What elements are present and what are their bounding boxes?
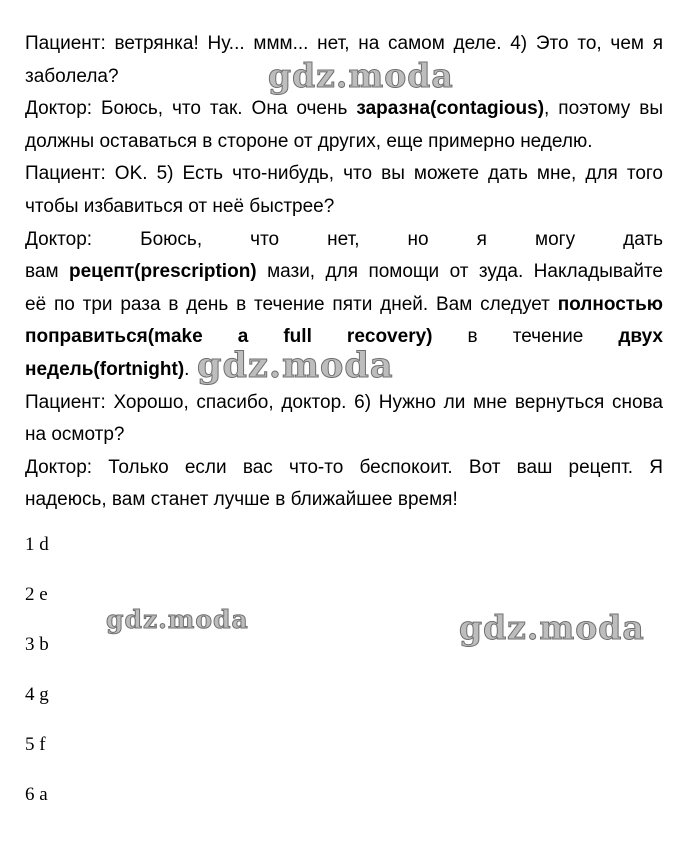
- patient-line-1: Пациент: ветрянка! Ну... ммм... нет, на самом деле. 4) Это то, чем я: [25, 33, 663, 54]
- watermark: gdz.moda: [106, 605, 249, 634]
- term-fortnight: недель(fortnight): [25, 358, 185, 380]
- answer-item: 2 e: [25, 584, 48, 605]
- term-prescription: рецепт(prescription): [68, 261, 257, 283]
- term-two: двух: [618, 326, 663, 348]
- answer-list: [25, 532, 49, 832]
- patient-line-3-cont: на осмотр?: [25, 424, 125, 446]
- doctor-line-3: Доктор: Только если вас что-то беспокоит. Вот ваш рецепт. Я: [25, 456, 663, 478]
- doctor-line-2-e: недель(fortnight).: [25, 358, 190, 380]
- patient-line-1-cont: заболела?: [25, 65, 119, 87]
- answer-item: 6 a: [25, 784, 48, 805]
- patient-line-2: Пациент: OK. 5) Есть что-нибудь, что вы можете дать мне, для того: [25, 163, 663, 185]
- watermark: gdz.moda: [459, 608, 645, 647]
- patient-line-2-cont: чтобы избавиться от неё быстрее?: [25, 195, 335, 217]
- doctor-line-2-c: её по три раза в день в течение пяти дней. Вам следует полностью: [25, 293, 663, 315]
- term-contagious: заразна(contagious): [356, 98, 545, 120]
- watermark: gdz.moda: [197, 345, 394, 386]
- term-fully: полностью: [557, 293, 663, 315]
- answer-item: 3 b: [25, 634, 49, 655]
- answer-item: 1 d: [25, 534, 49, 555]
- doctor-line-1: Доктор: Боюсь, что так. Она очень заразна(contagious), поэтому вы: [25, 98, 663, 120]
- watermark: gdz.moda: [268, 56, 454, 95]
- dialogue-text: [25, 28, 663, 517]
- doctor-line-2-b: вам рецепт(prescription) мази, для помощи от зуда. Накладывайте: [25, 261, 663, 283]
- term-make-a-full-recovery: поправиться(make a full recovery): [25, 326, 433, 348]
- answer-item: 5 f: [25, 734, 46, 755]
- patient-line-3: Пациент: Хорошо, спасибо, доктор. 6) Нужно ли мне вернуться снова: [25, 391, 663, 413]
- doctor-line-1-cont: должны оставаться в стороне от других, еще примерно неделю.: [25, 130, 593, 152]
- doctor-line-2-d: поправиться(make a full recovery) в течение двух: [25, 326, 663, 348]
- doctor-line-2: Доктор: Боюсь, что нет, но я могу дать: [25, 228, 663, 250]
- answer-item: 4 g: [25, 684, 49, 705]
- doctor-line-3-cont: надеюсь, вам станет лучше в ближайшее время!: [25, 489, 458, 511]
